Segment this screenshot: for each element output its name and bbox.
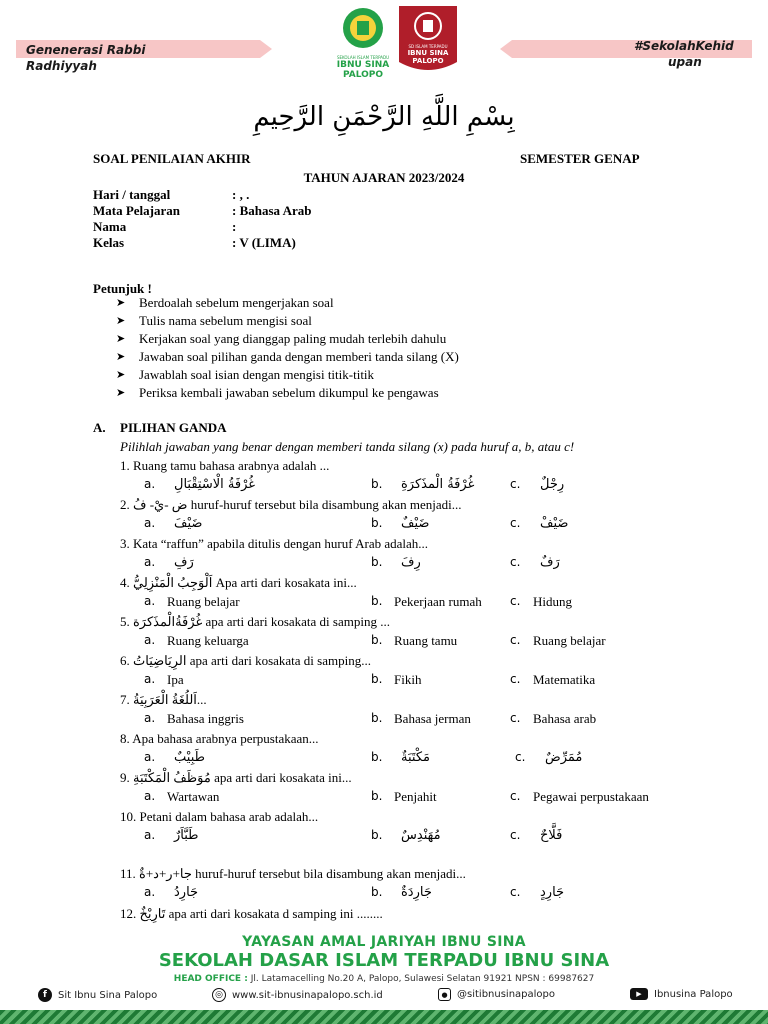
- option-text[interactable]: Ruang keluarga: [167, 633, 249, 648]
- option-letter[interactable]: a.: [144, 516, 156, 530]
- option-text[interactable]: ضَيْفٌ: [401, 516, 430, 531]
- section-title: PILIHAN GANDA: [120, 420, 227, 435]
- option-letter[interactable]: a.: [144, 633, 156, 647]
- bullet-arrow-icon: ➤: [116, 333, 126, 345]
- logo2-small-text: SD ISLAM TERPADU: [408, 44, 448, 49]
- exam-title-left: SOAL PENILAIAN AKHIR: [93, 151, 251, 166]
- question-text: 8. Apa bahasa arabnya perpustakaan...: [120, 731, 319, 746]
- instagram-icon: ●: [438, 988, 451, 1001]
- instructions-title: Petunjuk !: [93, 281, 152, 296]
- option-letter[interactable]: c.: [510, 789, 521, 803]
- option-text[interactable]: Ruang tamu: [394, 633, 458, 648]
- exam-year: TAHUN AJARAN 2023/2024: [303, 170, 465, 185]
- facebook-icon: f: [38, 988, 52, 1002]
- option-text[interactable]: رِفَ: [401, 555, 421, 570]
- option-letter[interactable]: b.: [371, 885, 383, 899]
- option-text[interactable]: Ruang belajar: [167, 594, 240, 609]
- youtube-icon: ▶: [630, 988, 648, 1000]
- option-letter[interactable]: b.: [371, 750, 383, 764]
- bullet-arrow-icon: ➤: [116, 315, 126, 327]
- instagram-link[interactable]: [438, 988, 555, 1001]
- option-letter[interactable]: b.: [371, 594, 383, 608]
- option-text[interactable]: Matematika: [533, 672, 596, 687]
- section-label: A.: [93, 420, 106, 435]
- option-text[interactable]: ضَيْفَ: [174, 516, 203, 531]
- option-letter[interactable]: b.: [371, 789, 383, 803]
- info-value: : , .: [232, 187, 250, 202]
- left-banner-line2: Radhiyyah: [26, 59, 97, 73]
- option-text[interactable]: جَارِدٍ: [540, 885, 565, 900]
- logo1-name: IBNU SINA: [336, 60, 390, 70]
- option-text[interactable]: Penjahit: [394, 789, 437, 804]
- info-label: Hari / tanggal: [93, 187, 171, 202]
- option-text[interactable]: Pegawai perpustakaan: [533, 789, 649, 804]
- bullet-arrow-icon: ➤: [116, 297, 126, 309]
- logo2-city: PALOPO: [412, 57, 444, 65]
- left-banner-line1: Genenerasi Rabbi: [26, 43, 146, 57]
- question-text: 1. Ruang tamu bahasa arabnya adalah ...: [120, 458, 330, 473]
- option-letter[interactable]: a.: [144, 711, 156, 725]
- option-text[interactable]: غُرْفَةُ الْاسْتِقْبَالِ: [174, 477, 256, 492]
- instruction-item: Berdoalah sebelum mengerjakan soal: [139, 295, 334, 310]
- option-text[interactable]: مُمَرِّضٌ: [545, 750, 583, 765]
- question-text: 5. غُرْفَةُالْمذَكرَة apa arti dari kosakata di samping ...: [120, 614, 390, 629]
- option-letter[interactable]: a.: [144, 789, 156, 803]
- option-letter[interactable]: c.: [510, 672, 521, 686]
- facebook-link[interactable]: [38, 988, 157, 1002]
- option-letter[interactable]: a.: [144, 828, 156, 842]
- option-letter[interactable]: a.: [144, 594, 156, 608]
- option-letter[interactable]: c.: [510, 828, 521, 842]
- exam-title-right: SEMESTER GENAP: [520, 151, 640, 166]
- info-value: : Bahasa Arab: [232, 203, 312, 218]
- option-letter[interactable]: c.: [510, 555, 521, 569]
- option-text[interactable]: رِجْلٌ: [540, 477, 565, 492]
- option-text[interactable]: مَكْتَبَةٌ: [401, 750, 430, 765]
- option-letter[interactable]: b.: [371, 516, 383, 530]
- footer-pattern-strip: [0, 1010, 768, 1024]
- option-letter[interactable]: c.: [515, 750, 526, 764]
- school-logo-green: [334, 6, 392, 78]
- option-text[interactable]: Bahasa jerman: [394, 711, 471, 726]
- question-text: 6. الرِيَاضِيَاتُ apa arti dari kosakata di samping...: [120, 653, 371, 668]
- option-letter[interactable]: a.: [144, 555, 156, 569]
- option-letter[interactable]: a.: [144, 477, 156, 491]
- option-text[interactable]: Ruang belajar: [533, 633, 606, 648]
- option-text[interactable]: Pekerjaan rumah: [394, 594, 482, 609]
- website-url: www.sit-ibnusinapalopo.sch.id: [232, 989, 383, 1001]
- option-letter[interactable]: c.: [510, 594, 521, 608]
- option-letter[interactable]: c.: [510, 885, 521, 899]
- question-text: 11. جا+ر+د+ةٌ huruf-huruf tersebut bila disambung akan menjadi...: [120, 866, 466, 881]
- info-value: : V (LIMA): [232, 235, 296, 250]
- option-letter[interactable]: b.: [371, 672, 383, 686]
- logo1-city: PALOPO: [342, 70, 384, 80]
- instruction-item: Jawablah soal isian dengan mengisi titik-titik: [139, 367, 375, 382]
- footer-address: [0, 974, 768, 984]
- option-text[interactable]: Ipa: [167, 672, 184, 687]
- question-text: 9. مُوَظَفُ الْمَكْتَبَةِ apa arti dari kosakata ini...: [120, 770, 352, 785]
- right-banner-line1: #SekolahKehid: [634, 39, 734, 53]
- website-link[interactable]: [212, 988, 383, 1002]
- instagram-handle: @sitibnusinapalopo: [457, 989, 556, 1000]
- facebook-handle: Sit Ibnu Sina Palopo: [58, 989, 158, 1001]
- option-letter[interactable]: c.: [510, 633, 521, 647]
- globe-icon: ◎: [212, 988, 226, 1002]
- youtube-link[interactable]: [630, 988, 733, 1000]
- option-letter[interactable]: c.: [510, 711, 521, 725]
- option-letter[interactable]: c.: [510, 477, 521, 491]
- info-label: Nama: [93, 219, 127, 234]
- question-text: 12. تَارِيْخٌ apa arti dari kosakata d samping ini ........: [120, 906, 383, 921]
- bullet-arrow-icon: ➤: [116, 351, 126, 363]
- footer-office-label: HEAD OFFICE :: [173, 974, 248, 984]
- question-text: 4. اَلْوَجِبُ الْمَنْزِلِيُّ Apa arti dari kosakata ini...: [120, 575, 357, 590]
- option-letter[interactable]: b.: [371, 555, 383, 569]
- question-text: 10. Petani dalam bahasa arab adalah...: [120, 809, 319, 824]
- instruction-item: Kerjakan soal yang dianggap paling mudah terlebih dahulu: [139, 331, 447, 346]
- option-text[interactable]: رَفِ: [174, 555, 194, 570]
- footer-foundation: YAYASAN AMAL JARIYAH IBNU SINA: [242, 934, 526, 950]
- instruction-item: Periksa kembali jawaban sebelum dikumpul ke pengawas: [139, 385, 439, 400]
- option-text[interactable]: Fikih: [394, 672, 422, 687]
- info-label: Kelas: [93, 235, 125, 250]
- footer-school-name: SEKOLAH DASAR ISLAM TERPADU IBNU SINA: [158, 950, 610, 971]
- option-text[interactable]: ضَيْفْ: [540, 516, 569, 531]
- right-banner-line2: upan: [668, 55, 702, 69]
- option-text[interactable]: جَارِدَةٌ: [401, 885, 432, 900]
- option-letter[interactable]: c.: [510, 516, 521, 530]
- option-letter[interactable]: a.: [144, 885, 156, 899]
- option-text[interactable]: Wartawan: [167, 789, 220, 804]
- option-text[interactable]: Hidung: [533, 594, 572, 609]
- option-letter[interactable]: b.: [371, 633, 383, 647]
- info-label: Mata Pelajaran: [93, 203, 181, 218]
- option-letter[interactable]: b.: [371, 477, 383, 491]
- bullet-arrow-icon: ➤: [116, 387, 126, 399]
- footer-office-address: Jl. Latamacelling No.20 A, Palopo, Sulawesi Selatan 91921 NPSN : 69987627: [250, 974, 595, 984]
- option-letter[interactable]: b.: [371, 828, 383, 842]
- info-value: :: [232, 219, 237, 234]
- option-text[interactable]: مُهَنْدِسٌ: [401, 828, 441, 843]
- option-text[interactable]: Bahasa inggris: [167, 711, 244, 726]
- option-text[interactable]: جَارِدُ: [174, 885, 199, 900]
- option-text[interactable]: طَبِيْبٌ: [174, 750, 205, 765]
- bismillah: بِسْمِ اللَّهِ الرَّحْمَنِ الرَّحِيمِ: [253, 102, 515, 132]
- section-subtitle: Pilihlah jawaban yang benar dengan memberi tanda silang (x) pada huruf a, b, atau c!: [120, 439, 575, 454]
- option-letter[interactable]: b.: [371, 711, 383, 725]
- school-logo-red: [399, 6, 457, 78]
- instruction-item: Tulis nama sebelum mengisi soal: [139, 313, 312, 328]
- option-text[interactable]: فَلَّاحٌ: [540, 828, 563, 843]
- bullet-arrow-icon: ➤: [116, 369, 126, 381]
- option-text[interactable]: غُرْفَةُ الْمذَكرَةِ: [401, 477, 475, 492]
- option-text[interactable]: طَبَّاَرٌ: [174, 828, 199, 843]
- logo1-small-text: SEKOLAH ISLAM TERPADU: [336, 55, 390, 60]
- option-letter[interactable]: a.: [144, 672, 156, 686]
- instruction-item: Jawaban soal pilihan ganda dengan memberi tanda silang (X): [139, 349, 459, 364]
- question-text: 2. ض -يْ- فُ huruf-huruf tersebut bila disambung akan menjadi...: [120, 497, 462, 512]
- option-text[interactable]: رَفٌ: [540, 555, 560, 570]
- question-text: 3. Kata “raffun” apabila ditulis dengan huruf Arab adalah...: [120, 536, 429, 551]
- option-letter[interactable]: a.: [144, 750, 156, 764]
- youtube-channel: Ibnusina Palopo: [654, 988, 733, 1000]
- question-text: 7. اَللُغَةُ الْعَرَبِيَةُ...: [120, 692, 207, 707]
- option-text[interactable]: Bahasa arab: [533, 711, 597, 726]
- logo2-name: IBNU SINA: [407, 49, 449, 57]
